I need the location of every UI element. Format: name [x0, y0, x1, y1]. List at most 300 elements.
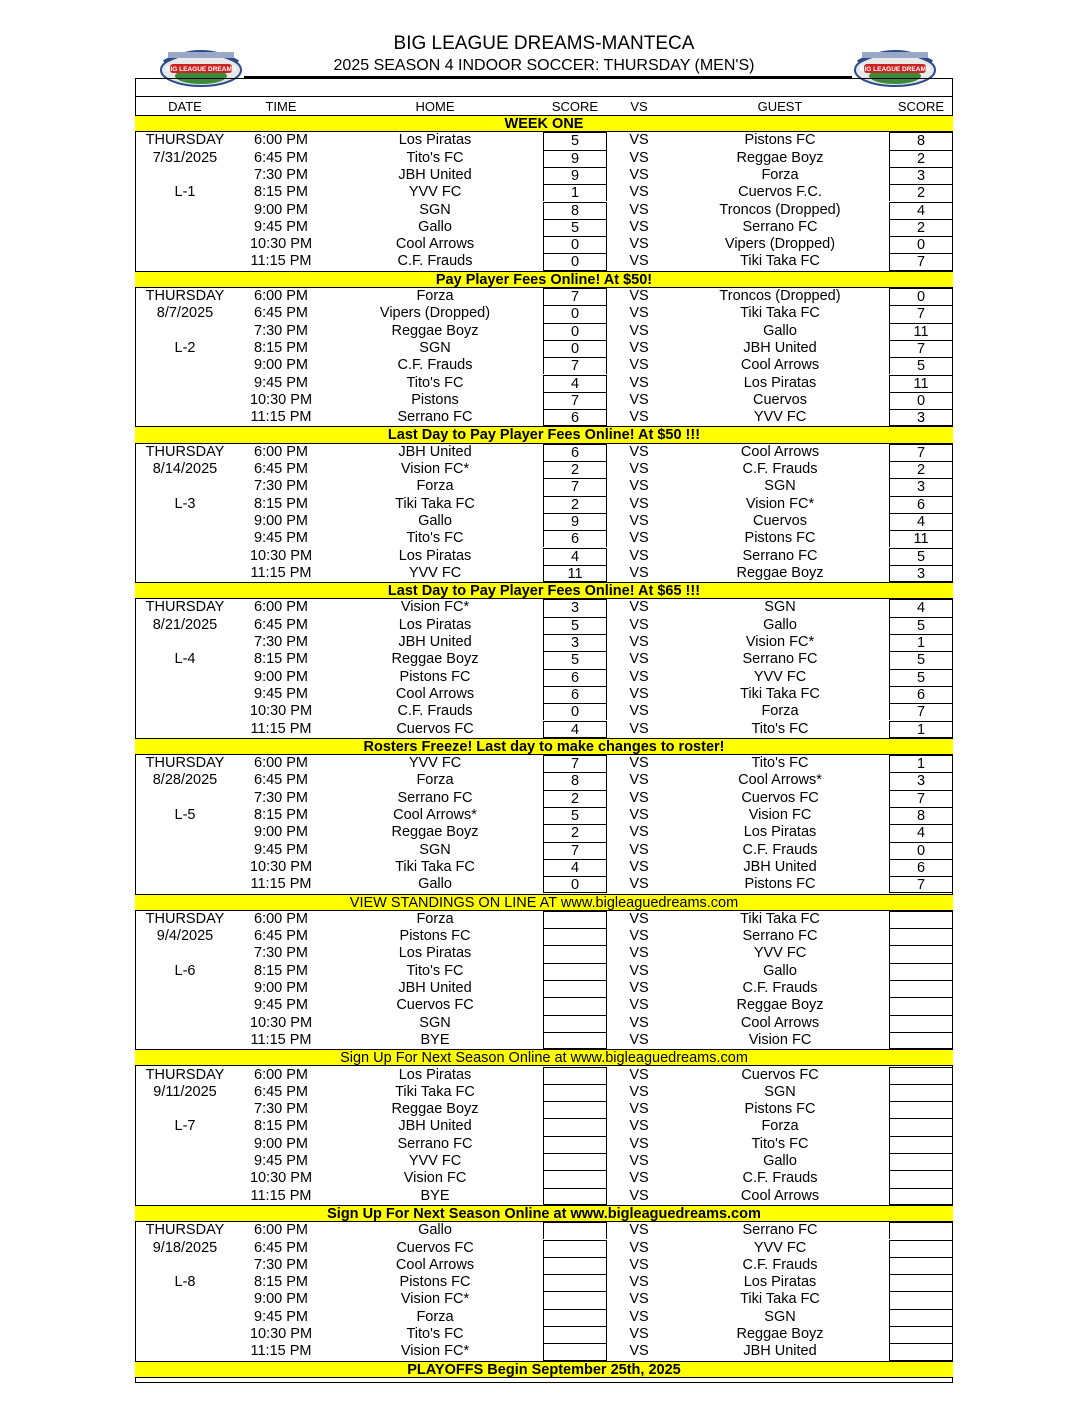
game-time: 9:00 PM [254, 512, 308, 529]
home-team: YVV FC [408, 755, 462, 772]
home-team: Gallo [418, 1222, 452, 1239]
home-team: Cool Arrows [395, 236, 475, 253]
game-time: 8:15 PM [254, 1274, 308, 1291]
game-row [135, 496, 953, 513]
game-row [135, 184, 953, 201]
guest-score [889, 1188, 953, 1205]
vs-label: VS [629, 599, 649, 616]
date-cell [135, 253, 235, 270]
date-cell [135, 980, 235, 997]
guest-score: 2 [889, 219, 953, 236]
guest-score [889, 945, 953, 962]
vs-label: VS [629, 305, 649, 322]
date-cell [135, 1309, 235, 1326]
game-row [135, 876, 953, 893]
home-score: 2 [543, 461, 607, 478]
game-time: 11:15 PM [250, 720, 312, 737]
guest-score: 5 [889, 617, 953, 634]
home-score [543, 1084, 607, 1101]
guest-score: 3 [889, 409, 953, 426]
guest-score [889, 1101, 953, 1118]
vs-label: VS [629, 789, 649, 806]
vs-label: VS [629, 703, 649, 720]
game-day: THURSDAY [145, 443, 225, 460]
guest-team: Gallo [763, 1153, 797, 1169]
game-row [135, 236, 953, 253]
home-score [543, 1067, 607, 1084]
guest-team: Vision FC* [745, 634, 815, 650]
date-cell [135, 945, 235, 962]
game-row [135, 392, 953, 409]
home-score [543, 1153, 607, 1170]
home-team: JBH United [398, 443, 472, 460]
game-row [135, 634, 953, 651]
guest-team: Vision FC* [745, 495, 815, 512]
home-score: 9 [543, 513, 607, 530]
vs-label: VS [629, 616, 649, 633]
game-row [135, 1188, 953, 1205]
game-row [135, 150, 953, 167]
date-cell [135, 1257, 235, 1274]
vs-label: VS [629, 443, 649, 460]
guest-score [889, 1257, 953, 1274]
guest-score [889, 1343, 953, 1360]
home-team: C.F. Frauds [397, 703, 473, 720]
game-row [135, 1309, 953, 1326]
home-team: Cuervos FC [396, 997, 474, 1014]
guest-team: Serrano FC [742, 218, 818, 235]
vs-label: VS [629, 997, 649, 1014]
home-score: 5 [543, 807, 607, 824]
vs-label: VS [629, 391, 649, 408]
home-team: Vision FC* [400, 1291, 470, 1308]
guest-team: Los Piratas [743, 1274, 817, 1291]
home-score: 0 [543, 253, 607, 270]
guest-team: Gallo [763, 962, 797, 979]
guest-team: Forza [761, 703, 799, 720]
game-date: 7/31/2025 [152, 149, 218, 166]
league-code: L-1 [174, 184, 196, 201]
guest-score: 6 [889, 686, 953, 703]
guest-team: Tiki Taka FC [740, 685, 820, 702]
guest-score: 6 [889, 859, 953, 876]
game-time: 10:30 PM [249, 391, 313, 408]
home-score [543, 1309, 607, 1326]
guest-team: Reggae Boyz [736, 1326, 824, 1342]
home-score: 6 [543, 686, 607, 703]
guest-team: Cuervos [753, 512, 807, 529]
vs-label: VS [629, 755, 649, 772]
home-team: SGN [419, 339, 451, 356]
game-row [135, 1015, 953, 1032]
guest-score: 1 [889, 634, 953, 651]
guest-score: 8 [889, 132, 953, 149]
league-code: L-3 [174, 495, 196, 512]
guest-score [889, 997, 953, 1014]
date-cell [135, 859, 235, 876]
vs-label: VS [629, 253, 649, 270]
vs-label: VS [629, 928, 649, 945]
home-score [543, 997, 607, 1014]
home-team: C.F. Frauds [397, 253, 473, 270]
date-cell [135, 167, 235, 184]
game-date: 8/7/2025 [156, 305, 214, 322]
game-day: THURSDAY [145, 1066, 225, 1083]
game-time: 6:45 PM [254, 772, 308, 789]
date-cell [135, 409, 235, 426]
game-time: 8:15 PM [254, 651, 308, 668]
game-row [135, 202, 953, 219]
guest-score: 4 [889, 513, 953, 530]
game-row [135, 340, 953, 357]
home-team: Los Piratas [398, 616, 472, 633]
home-team: Tiki Taka FC [395, 858, 475, 875]
guest-score [889, 1240, 953, 1257]
home-team: Reggae Boyz [391, 824, 479, 841]
home-score: 0 [543, 323, 607, 340]
vs-label: VS [629, 1256, 649, 1273]
vs-label: VS [629, 461, 649, 477]
guest-score [889, 911, 953, 928]
guest-team: Pistons FC [744, 530, 816, 547]
guest-team: Cuervos F.C. [738, 184, 822, 201]
game-row [135, 548, 953, 565]
date-cell [135, 1188, 235, 1205]
home-team: Reggae Boyz [391, 322, 479, 339]
home-score [543, 1136, 607, 1153]
week-banner: Pay Player Fees Online! At $50! [135, 271, 953, 288]
guest-team: JBH United [743, 1343, 817, 1360]
home-team: Vision FC* [400, 599, 470, 616]
guest-team: Vision FC [748, 807, 812, 823]
game-time: 10:30 PM [249, 1170, 313, 1187]
home-team: Forza [416, 1308, 454, 1325]
game-time: 7:30 PM [254, 789, 308, 806]
home-team: Serrano FC [397, 789, 473, 806]
page-subtitle: 2025 SEASON 4 INDOOR SOCCER: THURSDAY (MEN'S) [333, 57, 755, 74]
vs-label: VS [629, 1222, 649, 1239]
vs-label: VS [629, 807, 649, 823]
date-cell [135, 375, 235, 392]
home-team: Vipers (Dropped) [379, 305, 491, 322]
home-team: Reggae Boyz [391, 1101, 479, 1118]
game-time: 11:15 PM [250, 409, 312, 426]
home-team: Tito's FC [406, 149, 464, 166]
game-row [135, 1291, 953, 1308]
guest-score [889, 1309, 953, 1326]
home-score [543, 1118, 607, 1135]
game-time: 9:00 PM [254, 980, 308, 996]
guest-score: 0 [889, 392, 953, 409]
vs-label: VS [629, 876, 649, 893]
game-time: 11:15 PM [250, 1031, 312, 1048]
game-row [135, 478, 953, 495]
guest-team: Forza [761, 1118, 799, 1135]
home-score: 0 [543, 305, 607, 322]
game-time: 10:30 PM [249, 1326, 313, 1342]
home-score: 7 [543, 357, 607, 374]
game-date: 8/28/2025 [152, 772, 218, 789]
game-time: 10:30 PM [249, 703, 313, 720]
home-score [543, 1274, 607, 1291]
game-time: 9:45 PM [254, 841, 308, 858]
home-score: 0 [543, 340, 607, 357]
guest-score [889, 1291, 953, 1308]
game-row [135, 1118, 953, 1135]
game-time: 7:30 PM [254, 166, 308, 183]
home-score: 3 [543, 599, 607, 616]
date-cell [135, 513, 235, 530]
game-time: 9:00 PM [254, 357, 308, 374]
home-score: 9 [543, 167, 607, 184]
home-team: Reggae Boyz [391, 651, 479, 668]
guest-team: Reggae Boyz [736, 564, 824, 581]
vs-label: VS [629, 339, 649, 356]
guest-team: Troncos (Dropped) [719, 201, 841, 218]
vs-label: VS [629, 218, 649, 235]
home-team: C.F. Frauds [397, 357, 473, 374]
game-time: 6:00 PM [254, 1222, 308, 1239]
game-time: 7:30 PM [254, 945, 308, 962]
home-score: 8 [543, 772, 607, 789]
home-team: Gallo [418, 512, 452, 529]
guest-score [889, 963, 953, 980]
date-cell [135, 721, 235, 738]
col-home-score: SCORE [551, 99, 599, 114]
home-score: 0 [543, 703, 607, 720]
date-cell [135, 219, 235, 236]
guest-team: YVV FC [753, 668, 807, 685]
game-time: 6:00 PM [254, 1066, 308, 1083]
game-row [135, 721, 953, 738]
guest-score: 2 [889, 184, 953, 201]
vs-label: VS [629, 149, 649, 166]
vs-label: VS [629, 1031, 649, 1048]
game-row [135, 565, 953, 582]
vs-label: VS [629, 547, 649, 564]
guest-team: C.F. Frauds [742, 461, 818, 477]
game-time: 9:00 PM [254, 1135, 308, 1152]
guest-team: YVV FC [753, 945, 807, 962]
game-row [135, 945, 953, 962]
guest-score [889, 980, 953, 997]
date-cell [135, 686, 235, 703]
game-row [135, 807, 953, 824]
logo-text: BIG LEAGUE DREAMS [859, 66, 931, 73]
league-code: L-4 [174, 651, 196, 668]
game-row [135, 928, 953, 945]
game-time: 9:00 PM [254, 668, 308, 685]
game-time: 8:15 PM [254, 339, 308, 356]
home-team: Forza [416, 772, 454, 789]
guest-score [889, 1274, 953, 1291]
vs-label: VS [629, 841, 649, 858]
game-time: 9:45 PM [254, 1308, 308, 1325]
game-row [135, 167, 953, 184]
home-team: Cuervos FC [396, 1239, 474, 1256]
vs-label: VS [629, 1083, 649, 1100]
vs-label: VS [629, 564, 649, 581]
guest-team: Reggae Boyz [736, 997, 824, 1014]
home-score [543, 1170, 607, 1187]
game-row [135, 1032, 953, 1049]
guest-score: 7 [889, 444, 953, 461]
home-team: Pistons [411, 391, 459, 408]
home-team: Los Piratas [398, 945, 472, 962]
home-team: Tiki Taka FC [395, 1083, 475, 1100]
home-team: Tito's FC [406, 1326, 464, 1342]
game-time: 9:45 PM [254, 530, 308, 547]
guest-score [889, 1032, 953, 1049]
game-row [135, 980, 953, 997]
game-row [135, 997, 953, 1014]
vs-label: VS [629, 945, 649, 962]
week-banner: Rosters Freeze! Last day to make changes to roster! [135, 738, 953, 755]
header-divider [135, 96, 953, 97]
guest-team: Pistons FC [744, 876, 816, 893]
guest-score: 5 [889, 357, 953, 374]
game-row [135, 461, 953, 478]
game-time: 6:45 PM [254, 461, 308, 477]
game-time: 8:15 PM [254, 495, 308, 512]
vs-label: VS [629, 1118, 649, 1135]
date-cell [135, 703, 235, 720]
game-row [135, 617, 953, 634]
guest-score: 5 [889, 651, 953, 668]
game-time: 8:15 PM [254, 184, 308, 201]
guest-score [889, 1118, 953, 1135]
home-team: Forza [416, 910, 454, 927]
game-row [135, 1222, 953, 1239]
game-row [135, 1274, 953, 1291]
date-cell [135, 1153, 235, 1170]
guest-score: 7 [889, 790, 953, 807]
guest-score: 3 [889, 772, 953, 789]
date-cell [135, 1343, 235, 1360]
game-time: 6:45 PM [254, 1083, 308, 1100]
game-row [135, 686, 953, 703]
vs-label: VS [629, 288, 649, 304]
vs-label: VS [629, 478, 649, 495]
home-score: 5 [543, 219, 607, 236]
date-cell [135, 1326, 235, 1343]
game-row [135, 669, 953, 686]
game-row [135, 375, 953, 392]
guest-score: 7 [889, 876, 953, 893]
home-team: Tito's FC [406, 374, 464, 391]
home-team: Vision FC* [400, 1343, 470, 1360]
col-vs: VS [630, 99, 648, 114]
guest-team: YVV FC [753, 409, 807, 426]
vs-label: VS [629, 166, 649, 183]
league-code: L-7 [174, 1118, 196, 1135]
home-team: Los Piratas [398, 1066, 472, 1083]
guest-score [889, 1067, 953, 1084]
game-row [135, 1136, 953, 1153]
home-score [543, 928, 607, 945]
guest-score: 11 [889, 323, 953, 340]
guest-score [889, 1153, 953, 1170]
game-date: 9/11/2025 [153, 1083, 217, 1100]
game-time: 8:15 PM [254, 807, 308, 823]
vs-label: VS [629, 651, 649, 668]
guest-team: Gallo [763, 616, 797, 633]
guest-team: Forza [761, 166, 799, 183]
home-score [543, 1343, 607, 1360]
game-day: THURSDAY [145, 1222, 225, 1239]
date-cell [135, 323, 235, 340]
guest-team: Los Piratas [743, 824, 817, 841]
guest-score: 2 [889, 150, 953, 167]
home-score: 11 [543, 565, 607, 582]
home-team: Serrano FC [397, 1135, 473, 1152]
vs-label: VS [629, 634, 649, 650]
guest-score: 7 [889, 703, 953, 720]
game-time: 6:00 PM [254, 288, 308, 304]
home-team: Cool Arrows* [393, 807, 477, 823]
home-score [543, 1291, 607, 1308]
home-team: Pistons FC [399, 1274, 471, 1291]
date-cell [135, 997, 235, 1014]
guest-score: 11 [889, 530, 953, 547]
game-time: 6:00 PM [254, 443, 308, 460]
game-date: 9/18/2025 [152, 1239, 218, 1256]
home-score: 4 [543, 548, 607, 565]
home-team: Vision FC* [400, 461, 470, 477]
date-cell [135, 392, 235, 409]
game-time: 9:00 PM [254, 201, 308, 218]
col-time: TIME [265, 99, 297, 114]
guest-team: Tiki Taka FC [740, 910, 820, 927]
home-score [543, 1032, 607, 1049]
game-time: 11:15 PM [250, 876, 312, 893]
game-time: 7:30 PM [254, 1101, 308, 1118]
date-cell [135, 842, 235, 859]
guest-team: Los Piratas [743, 374, 817, 391]
guest-score: 2 [889, 461, 953, 478]
home-score: 2 [543, 824, 607, 841]
vs-label: VS [629, 132, 649, 149]
game-row [135, 1257, 953, 1274]
home-team: Tito's FC [406, 530, 464, 547]
guest-team: YVV FC [753, 1239, 807, 1256]
home-team: JBH United [398, 1118, 472, 1135]
game-day: THURSDAY [145, 288, 225, 304]
vs-label: VS [629, 512, 649, 529]
home-score: 6 [543, 669, 607, 686]
home-score: 7 [543, 288, 607, 305]
vs-label: VS [629, 1014, 649, 1031]
guest-score [889, 1222, 953, 1239]
guest-score [889, 1326, 953, 1343]
col-date: DATE [168, 99, 202, 114]
vs-label: VS [629, 1066, 649, 1083]
home-score: 4 [543, 859, 607, 876]
vs-label: VS [629, 1135, 649, 1152]
vs-label: VS [629, 1343, 649, 1360]
game-time: 6:00 PM [254, 599, 308, 616]
guest-score: 0 [889, 842, 953, 859]
game-time: 6:45 PM [254, 616, 308, 633]
week-banner: VIEW STANDINGS ON LINE AT www.bigleaguedreams.com [135, 894, 953, 911]
guest-team: C.F. Frauds [742, 1256, 818, 1273]
game-row [135, 1170, 953, 1187]
game-time: 7:30 PM [254, 322, 308, 339]
guest-team: Tito's FC [751, 720, 809, 737]
game-row [135, 357, 953, 374]
game-row [135, 824, 953, 841]
home-score: 2 [543, 790, 607, 807]
